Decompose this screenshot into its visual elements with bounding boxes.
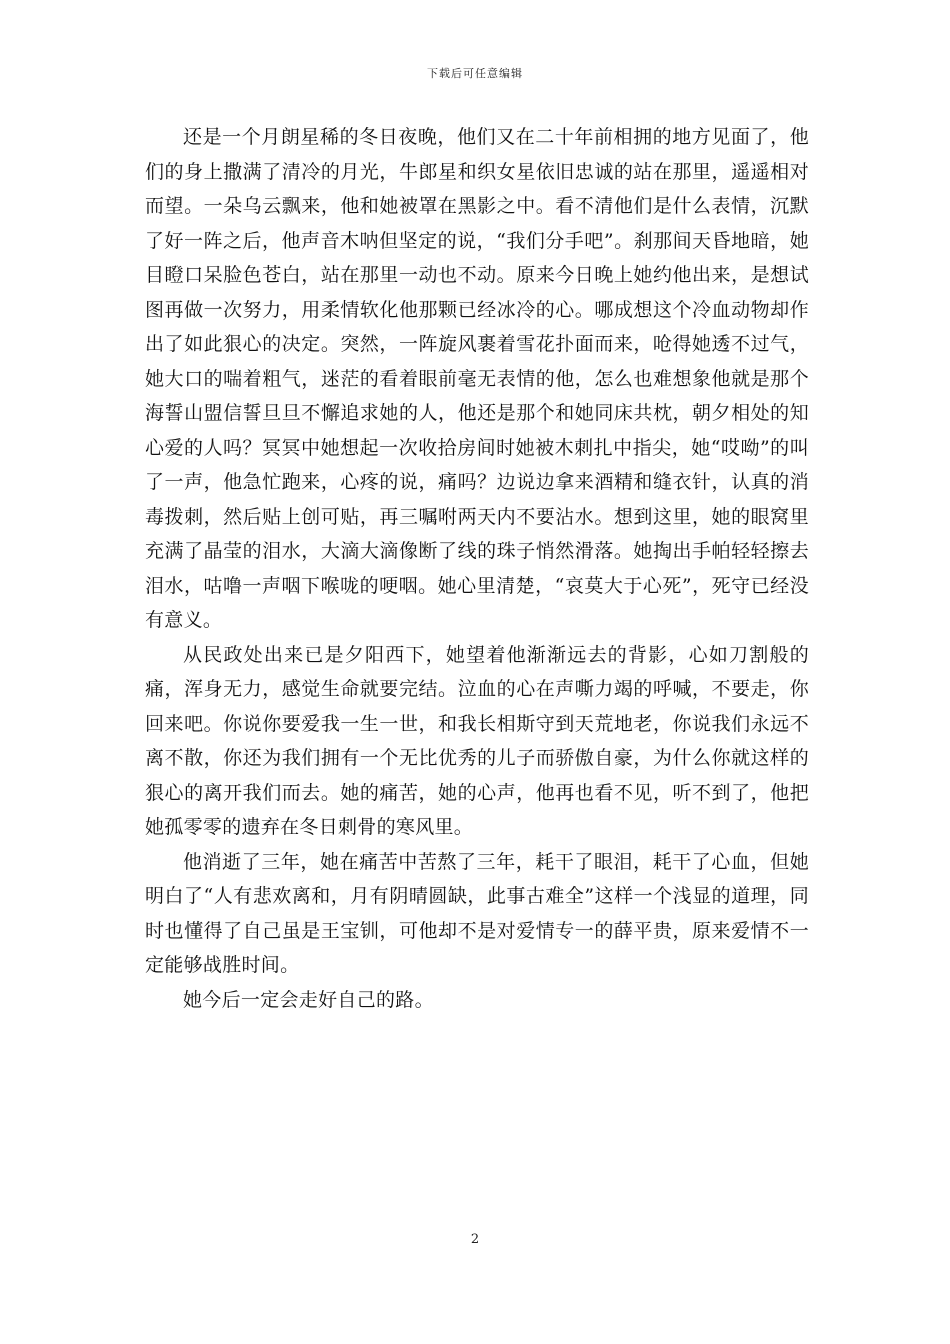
paragraph-2: 从民政处出来已是夕阳西下，她望着他渐渐远去的背影，心如刀割般的痛，浑身无力，感觉生命就要完结。泣血的心在声嘶力竭的呼喊，不要走，你回来吧。你说你要爱我一生一世，和我长相斯守到天荒地老，你说我们永远不离不散，你还为我们拥有一个无比优秀的儿子而骄傲自豪，为什么你就这样的狠心的离开我们而去。她的痛苦，她的心声，他再也看不见，听不到了，他把她孤零零的遗弃在冬日刺骨的寒风里。: [145, 643, 809, 838]
body-text: [145, 120, 809, 1017]
paragraph-1: 还是一个月朗星稀的冬日夜晚，他们又在二十年前相拥的地方见面了，他们的身上撒满了清冷的月光，牛郎星和织女星依旧忠诚的站在那里，遥遥相对而望。一朵乌云飘来，他和她被罩在黑影之中。看不清他们是什么表情，沉默了好一阵之后，他声音木呐但坚定的说，“我们分手吧”。刹那间天昏地暗，她目瞪口呆脸色苍白，站在那里一动也不动。原来今日晚上她约他出来，是想试图再做一次努力，用柔情软化他那颗已经冰冷的心。哪成想这个冷血动物却作出了如此狠心的决定。突然，一阵旋风裹着雪花扑面而来，呛得她透不过气，她大口的喘着粗气，迷茫的看着眼前毫无表情的他，怎么也难想象他就是那个海誓山盟信誓旦旦不懈追求她的人，他还是那个和她同床共枕，朝夕相处的知心爱的人吗？冥冥中她想起一次收拾房间时她被木刺扎中指尖，她“哎呦”的叫了一声，他急忙跑来，心疼的说，痛吗？边说边拿来酒精和缝衣针，认真的消毒拨刺，然后贴上创可贴，再三嘱咐两天内不要沾水。想到这里，她的眼窝里充满了晶莹的泪水，大滴大滴像断了线的珠子悄然滑落。她掏出手帕轻轻擦去泪水，咕噜一声咽下喉咙的哽咽。她心里清楚，“哀莫大于心死”，死守已经没有意义。: [145, 126, 809, 631]
paragraph-4: 她今后一定会走好自己的路。: [183, 988, 434, 1011]
page-number: 2: [470, 1232, 480, 1247]
page-header: 下载后可任意编辑: [427, 67, 523, 80]
paragraph-3: 他消逝了三年，她在痛苦中苦熬了三年，耗干了眼泪，耗干了心血，但她明白了“人有悲欢离和，月有阴晴圆缺，此事古难全”这样一个浅显的道理，同时也懂得了自己虽是王宝钏，可他却不是对爱情专一的薛平贵，原来爱情不一定能够战胜时间。: [145, 850, 809, 976]
